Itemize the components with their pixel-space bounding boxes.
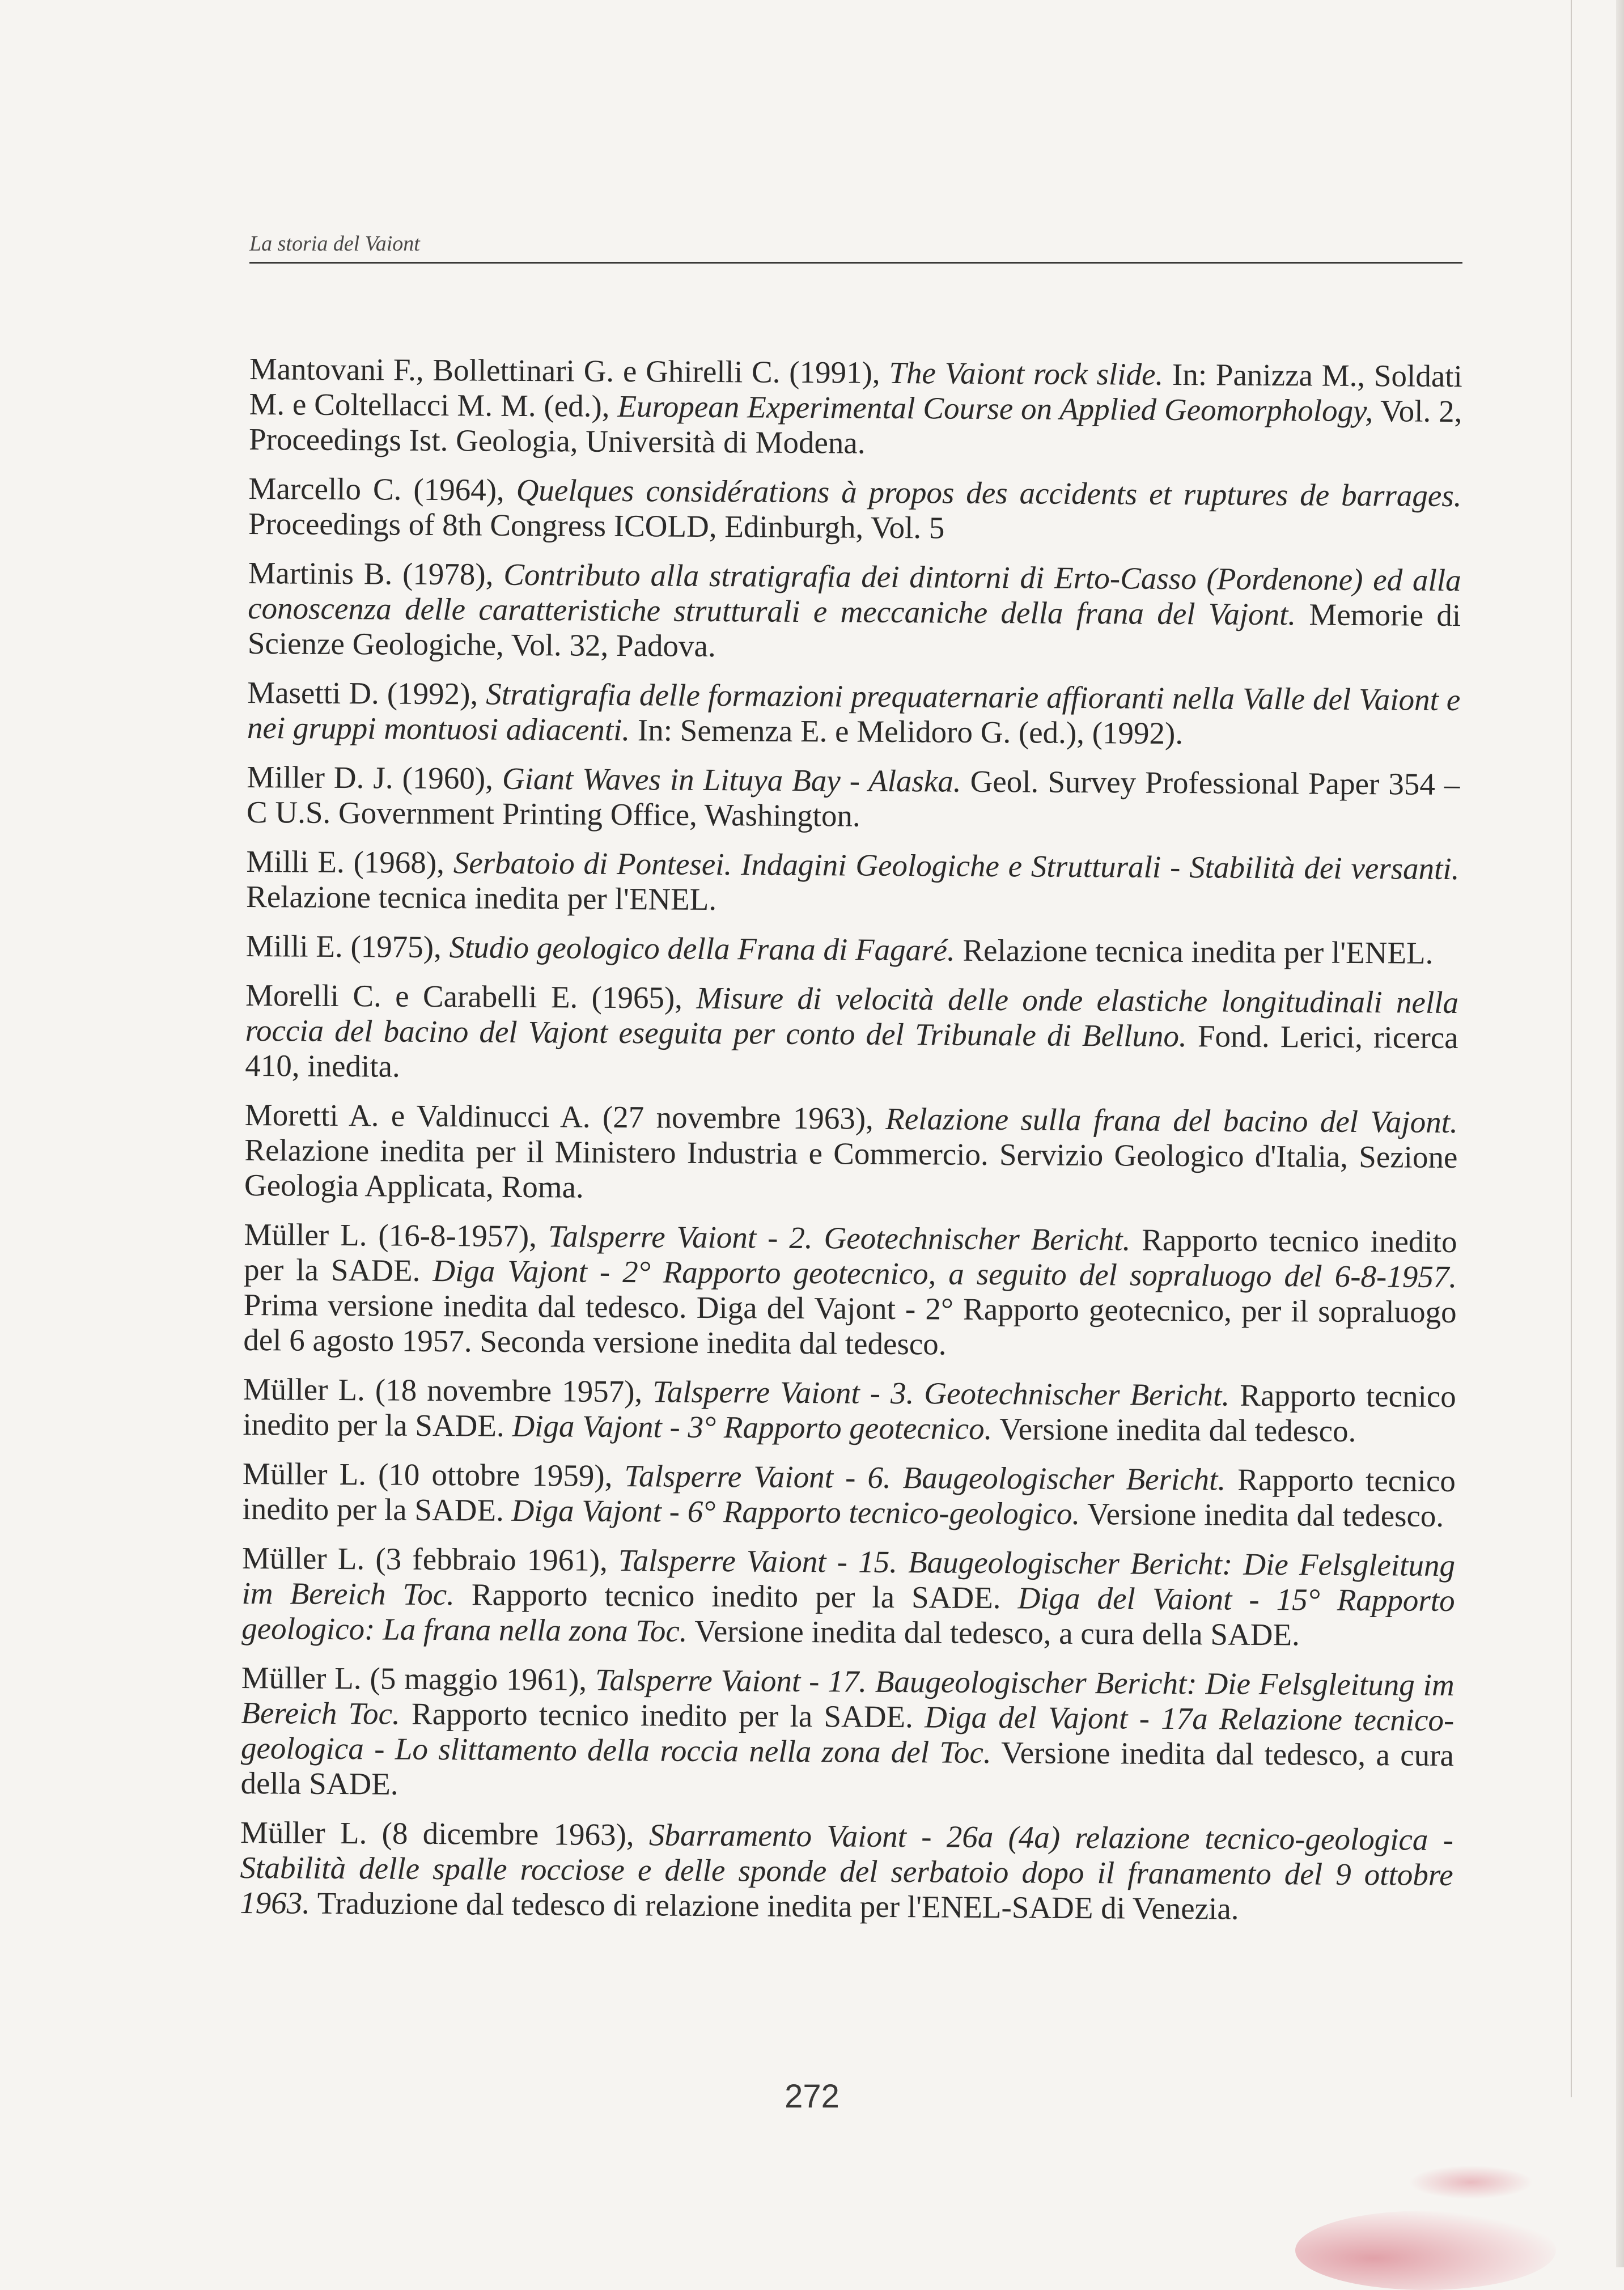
reference-publication: Rapporto tecnico inedito per la SADE.	[400, 1696, 925, 1735]
reference-publication: Proceedings of 8th Congress ICOLD, Edinburgh, Vol. 5	[248, 506, 945, 545]
reference-publication: Fond. Lerici, ricerca 410, inedita.	[245, 1019, 1458, 1084]
reference-title-secondary: Diga Vajont - 6° Rapporto tecnico-geologico.	[511, 1492, 1080, 1531]
reference-publication: Relazione tecnica inedita per l'ENEL.	[955, 932, 1434, 970]
reference-title-secondary: Diga Vajont - 3° Rapporto geotecnico.	[512, 1408, 993, 1447]
reference-entry	[249, 351, 1462, 464]
stain	[1295, 2211, 1556, 2290]
running-head: La storia del Vaiont	[249, 232, 420, 256]
reference-title: Misure di velocità delle onde elastiche longitudinali nella roccia del bacino del Vajont eseguita per conto del Tribunale di Belluno.	[245, 980, 1459, 1054]
reference-entry	[241, 1541, 1455, 1653]
reference-author: Müller L. (3 febbraio 1961),	[241, 1540, 619, 1578]
reference-entry	[248, 471, 1462, 549]
reference-publication: Memorie di Scienze Geologiche, Vol. 32, Padova.	[247, 597, 1461, 664]
reference-author: Morelli C. e Carabelli E. (1965),	[245, 977, 697, 1015]
reference-entry	[247, 760, 1460, 837]
reference-title: Contributo alla stratigrafia dei dintorni di Erto-Casso (Pordenone) ed alla conoscenza delle caratteristiche strutturali e meccaniche della frana del Vajont.	[248, 557, 1461, 632]
reference-entry	[248, 555, 1461, 668]
reference-entry	[240, 1815, 1453, 1928]
reference-publication-secondary: Vol. 2, Proceedings Ist. Geologia, Università di Modena.	[248, 393, 1462, 460]
reference-title: Giant Waves in Lituya Bay - Alaska.	[502, 761, 961, 799]
reference-publication: Geol. Survey Professional Paper 354 – C U.S. Government Printing Office, Washington.	[246, 764, 1460, 833]
reference-author: Müller L. (16-8-1957),	[244, 1216, 549, 1254]
reference-title: Talsperre Vaiont - 3. Geotechnischer Bericht.	[652, 1374, 1230, 1413]
reference-publication-secondary: Versione inedita dal tedesco, a cura della SADE.	[687, 1613, 1300, 1652]
reference-author: Marcello C. (1964),	[248, 470, 516, 507]
reference-title-secondary: European Experimental Course on Applied Geomorphology,	[617, 388, 1373, 429]
reference-title: Studio geologico della Frana di Fagaré.	[449, 930, 955, 968]
reference-author: Milli E. (1975),	[245, 928, 450, 965]
reference-entry	[242, 1456, 1456, 1534]
reference-author: Moretti A. e Valdinucci A. (27 novembre 1963),	[244, 1097, 886, 1136]
reference-title: Serbatoio di Pontesei. Indagini Geologiche e Strutturali - Stabilità dei versanti.	[453, 845, 1460, 887]
reference-author: Masetti D. (1992),	[247, 675, 486, 711]
reference-title: The Vaiont rock slide.	[889, 355, 1164, 392]
reference-publication: Relazione inedita per il Ministero Industria e Commercio. Servizio Geologico d'Italia, Sezione Geologia Applicata, Roma.	[244, 1132, 1458, 1205]
header-rule	[249, 262, 1462, 264]
reference-entry	[244, 1097, 1458, 1210]
reference-author: Müller L. (5 maggio 1961),	[241, 1660, 596, 1697]
reference-title: Talsperre Vaiont - 6. Baugeologischer Bericht.	[624, 1458, 1226, 1497]
reference-author: Müller L. (18 novembre 1957),	[243, 1371, 653, 1409]
reference-publication: Rapporto tecnico inedito per la SADE.	[243, 1377, 1456, 1443]
reference-entry	[245, 978, 1458, 1091]
reference-publication-secondary: Versione inedita dal tedesco.	[1080, 1496, 1444, 1533]
reference-publication: Rapporto tecnico inedito per la SADE.	[242, 1462, 1456, 1528]
reference-entry	[247, 675, 1461, 753]
reference-entry	[243, 1372, 1456, 1449]
reference-title: Quelques considérations à propos des accidents et ruptures de barrages.	[516, 472, 1462, 514]
reference-publication: In: Panizza M., Soldati M. e Coltellacci M. M. (ed.),	[249, 357, 1462, 423]
reference-title: Sbarramento Vaiont - 26a (4a) relazione tecnico-geologica - Stabilità delle spalle rocciose e delle sponde del serbatoio dopo il franamento del 9 ottobre 1963.	[240, 1817, 1454, 1920]
reference-title: Talsperre Vaiont - 15. Baugeologischer Bericht: Die Felsgleitung im Bereich Toc.	[241, 1543, 1456, 1612]
page-number: 272	[785, 2078, 839, 2115]
reference-publication-secondary: Versione inedita dal tedesco.	[992, 1411, 1356, 1448]
reference-title-secondary: Diga del Vaiont - 15° Rapporto geologico: La frana nella zona Toc.	[241, 1580, 1455, 1648]
reference-publication: Rapporto tecnico inedito per la SADE.	[243, 1222, 1457, 1288]
reference-entry	[240, 1660, 1454, 1808]
reference-title: Relazione sulla frana del bacino del Vajont.	[885, 1101, 1458, 1140]
reference-entry	[246, 844, 1460, 922]
reference-author: Mantovani F., Bollettinari G. e Ghirelli C. (1991),	[249, 351, 889, 390]
reference-title: Talsperre Vaiont - 2. Geotechnischer Bericht.	[548, 1219, 1131, 1257]
reference-publication-secondary: Versione inedita dal tedesco, a cura della SADE.	[240, 1735, 1455, 1801]
reference-author: Miller D. J. (1960),	[247, 759, 503, 796]
reference-title-secondary: Diga Vajont - 2° Rapporto geotecnico, a seguito del sopraluogo del 6-8-1957.	[432, 1253, 1457, 1295]
reference-publication-secondary: Prima versione inedita dal tedesco. Diga del Vajont - 2° Rapporto geotecnico, per il sopraluogo del 6 agosto 1957. Seconda versione inedita dal tedesco.	[243, 1287, 1457, 1362]
reference-publication: Traduzione dal tedesco di relazione inedita per l'ENEL-SADE di Venezia.	[309, 1885, 1239, 1926]
reference-list	[240, 351, 1462, 1942]
reference-entry	[245, 928, 1458, 971]
reference-author: Martinis B. (1978),	[248, 555, 504, 592]
reference-title-secondary: Diga del Vajont - 17a Relazione tecnico-geologica - Lo slittamento della roccia nella zona del Toc.	[240, 1699, 1455, 1770]
reference-author: Milli E. (1968),	[246, 843, 453, 880]
page-edge	[1616, 0, 1624, 2267]
reference-publication: In: Semenza E. e Melidoro G. (ed.), (1992).	[629, 713, 1184, 751]
reference-author: Müller L. (8 dicembre 1963),	[240, 1814, 650, 1852]
reference-author: Müller L. (10 ottobre 1959),	[242, 1456, 625, 1494]
stain	[1409, 2165, 1533, 2199]
reference-title: Talsperre Vaiont - 17. Baugeologischer Bericht: Die Felsgleitung im Bereich Toc.	[241, 1662, 1455, 1731]
reference-title: Stratigrafia delle formazioni prequaternarie affioranti nella Valle del Vaiont e nei gruppi montuosi adiacenti.	[247, 676, 1461, 748]
reference-entry	[243, 1217, 1457, 1365]
reference-publication: Rapporto tecnico inedito per la SADE.	[454, 1577, 1018, 1615]
reference-publication: Relazione tecnica inedita per l'ENEL.	[245, 879, 717, 917]
